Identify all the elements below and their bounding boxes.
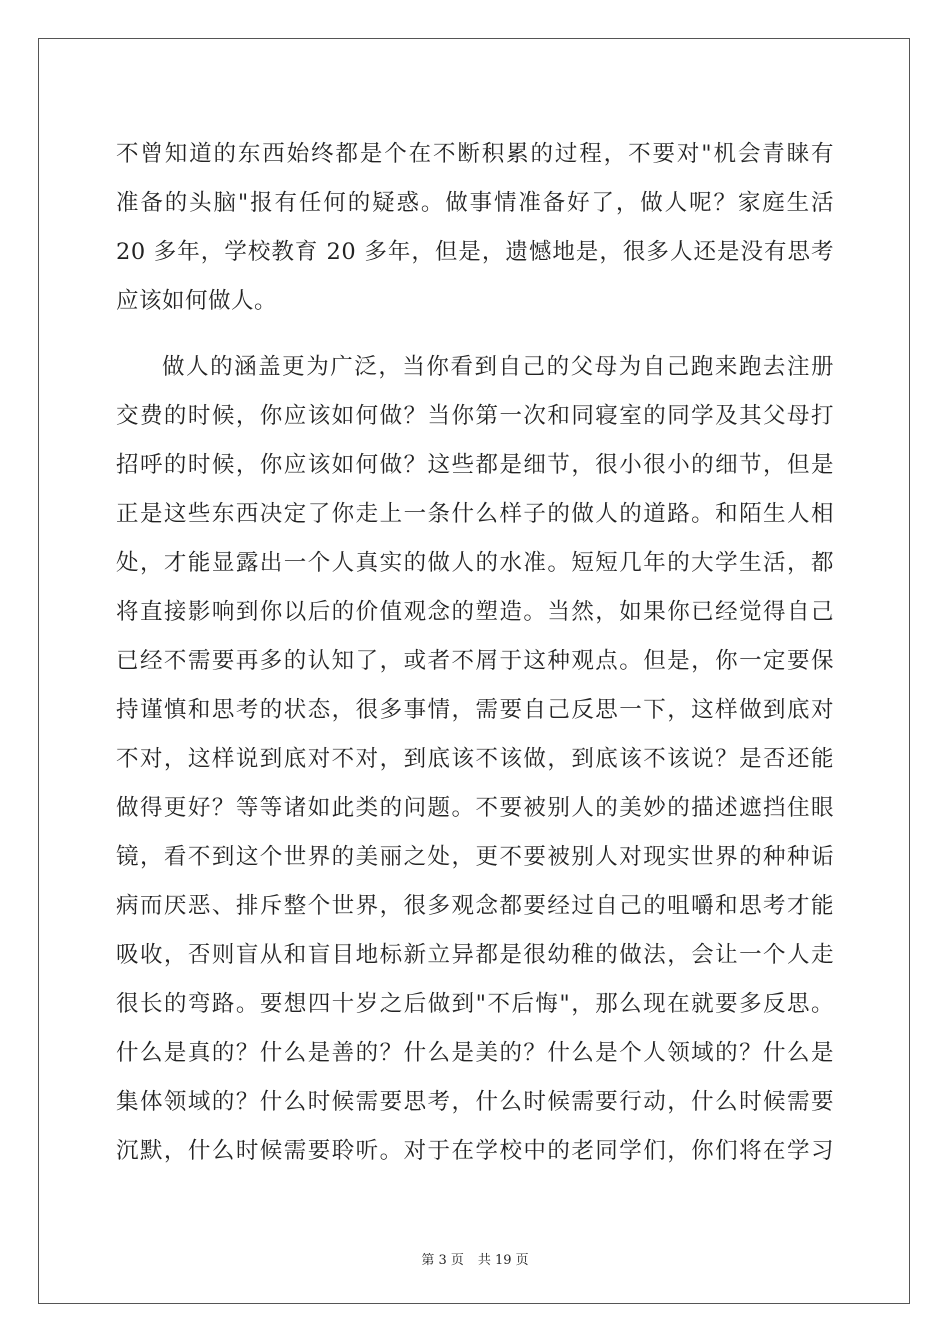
text-line: 已经不需要再多的认知了，或者不屑于这种观点。但是，你一定要保 xyxy=(116,648,834,674)
text-line: 很长的弯路。要想四十岁之后做到"不后悔"，那么现在就要多反思。 xyxy=(116,991,834,1017)
text-line: 沉默，什么时候需要聆听。对于在学校中的老同学们，你们将在学习 xyxy=(116,1138,834,1164)
text-line: 镜，看不到这个世界的美丽之处，更不要被别人对现实世界的种种诟 xyxy=(116,844,834,870)
text-line: 将直接影响到你以后的价值观念的塑造。当然，如果你已经觉得自己 xyxy=(116,599,834,625)
text-line: 做得更好？等等诸如此类的问题。不要被别人的美妙的描述遮挡住眼 xyxy=(116,795,834,821)
page-total: 共 19 页 xyxy=(477,1253,529,1268)
text-line: 准备的头脑"报有任何的疑惑。做事情准备好了，做人呢？家庭生活 xyxy=(116,190,834,216)
text-line: 处，才能显露出一个人真实的做人的水准。短短几年的大学生活，都 xyxy=(116,550,834,576)
text-line: 持谨慎和思考的状态，很多事情，需要自己反思一下，这样做到底对 xyxy=(116,697,834,723)
text-line: 20 多年，学校教育 20 多年，但是，遗憾地是，很多人还是没有思考 xyxy=(116,239,834,265)
text-line: 交费的时候，你应该如何做？当你第一次和同寝室的同学及其父母打 xyxy=(116,403,834,429)
text-line: 病而厌恶、排斥整个世界，很多观念都要经过自己的咀嚼和思考才能 xyxy=(116,893,834,919)
text-line: 吸收，否则盲从和盲目地标新立异都是很幼稚的做法，会让一个人走 xyxy=(116,942,834,968)
document-body xyxy=(116,130,834,1176)
text-line: 什么是真的？什么是善的？什么是美的？什么是个人领域的？什么是 xyxy=(116,1040,834,1066)
page-footer xyxy=(0,1249,950,1268)
text-line: 集体领域的？什么时候需要思考，什么时候需要行动，什么时候需要 xyxy=(116,1089,834,1115)
text-line: 不曾知道的东西始终都是个在不断积累的过程，不要对"机会青睐有 xyxy=(116,141,834,167)
text-line: 正是这些东西决定了你走上一条什么样子的做人的道路。和陌生人相 xyxy=(116,501,834,527)
text-line: 应该如何做人。 xyxy=(116,288,278,314)
text-line: 不对，这样说到底对不对，到底该不该做，到底该不该说？是否还能 xyxy=(116,746,834,772)
page-number: 第 3 页 xyxy=(421,1253,464,1268)
text-line: 招呼的时候，你应该如何做？这些都是细节，很小很小的细节，但是 xyxy=(116,452,834,478)
text-line: 做人的涵盖更为广泛，当你看到自己的父母为自己跑来跑去注册 xyxy=(162,354,834,380)
